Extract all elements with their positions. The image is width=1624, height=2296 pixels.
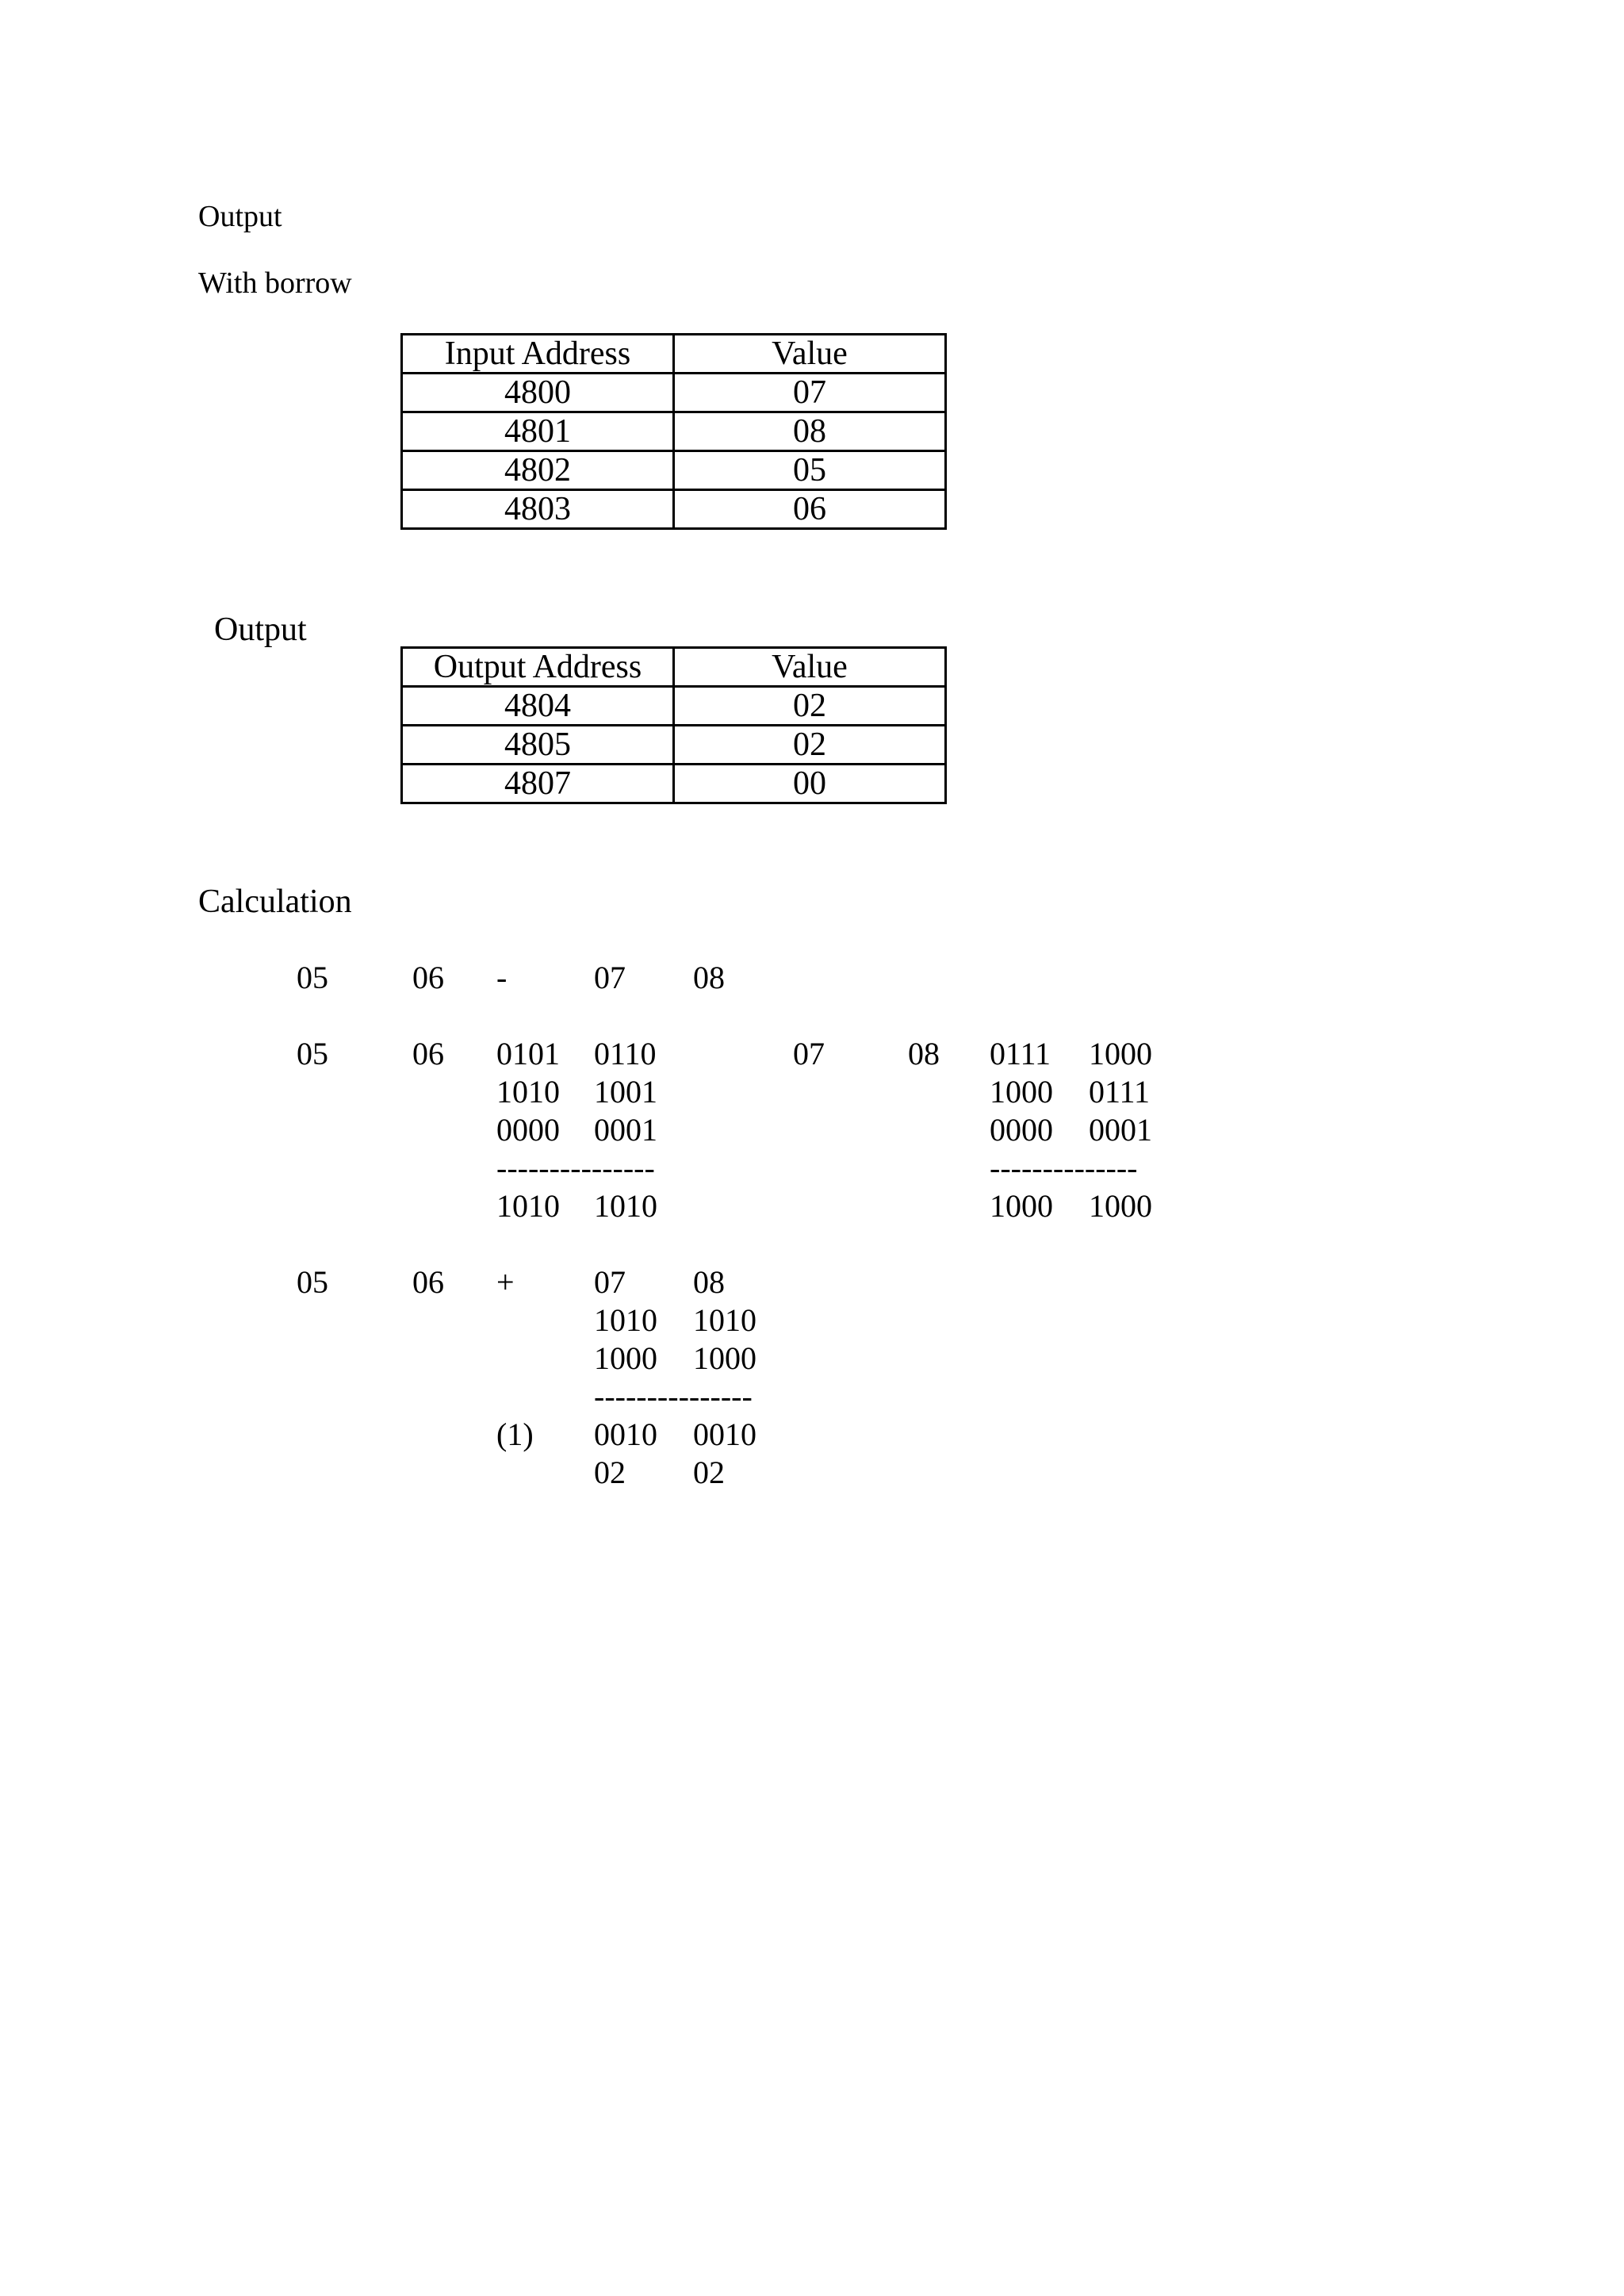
calc-operator: - <box>496 960 508 995</box>
table-cell: 4804 <box>402 687 674 726</box>
calc-value: 08 <box>908 1036 940 1071</box>
calc-value: 05 <box>297 1264 328 1300</box>
calc-binary: 1000 <box>1089 1036 1152 1071</box>
calc-value: 08 <box>693 960 725 995</box>
table-cell: 06 <box>674 490 946 529</box>
calc-divider: --------------- <box>594 1378 753 1414</box>
calc-value: 06 <box>412 1264 444 1300</box>
calc-binary: 0111 <box>990 1036 1051 1071</box>
table-cell: 02 <box>674 687 946 726</box>
calc-binary: 0101 <box>496 1036 560 1071</box>
table-cell: 05 <box>674 451 946 490</box>
calc-binary: 1010 <box>594 1302 657 1338</box>
table-row <box>402 687 946 726</box>
input-table <box>400 333 947 530</box>
calc-binary: 1000 <box>693 1340 756 1376</box>
heading-with-borrow: With borrow <box>198 266 352 300</box>
calc-binary: 1010 <box>693 1302 756 1338</box>
calc-binary: 1010 <box>496 1074 560 1110</box>
calc-binary: 1000 <box>990 1074 1053 1110</box>
calc-binary: 0010 <box>693 1416 756 1452</box>
calc-divider: -------------- <box>990 1150 1138 1186</box>
calc-binary: 1000 <box>990 1188 1053 1224</box>
calc-binary: 1000 <box>594 1340 657 1376</box>
calc-binary: 1000 <box>1089 1188 1152 1224</box>
heading-output-2: Output <box>214 611 307 648</box>
table-cell: 02 <box>674 726 946 765</box>
calc-value: 05 <box>297 960 328 995</box>
calc-operator: + <box>496 1264 515 1300</box>
calc-binary: 0001 <box>1089 1112 1152 1148</box>
table-row <box>402 490 946 529</box>
calc-value: 08 <box>693 1264 725 1300</box>
calc-binary: 0111 <box>1089 1074 1151 1110</box>
table-header-cell: Value <box>674 648 946 687</box>
table-row <box>402 726 946 765</box>
calc-value: 07 <box>594 1264 626 1300</box>
table-row <box>402 451 946 490</box>
table-header-cell: Output Address <box>402 648 674 687</box>
calc-binary: 0000 <box>990 1112 1053 1148</box>
table-cell: 4807 <box>402 765 674 803</box>
table-header-row <box>402 335 946 374</box>
table-cell: 4801 <box>402 412 674 451</box>
calc-binary: 1001 <box>594 1074 657 1110</box>
calc-value: 06 <box>412 1036 444 1071</box>
calc-binary: 0001 <box>594 1112 657 1148</box>
calc-binary: 0000 <box>496 1112 560 1148</box>
heading-calculation: Calculation <box>198 884 352 920</box>
table-header-row <box>402 648 946 687</box>
table-cell: 4800 <box>402 374 674 412</box>
calc-value: 05 <box>297 1036 328 1071</box>
calc-binary: 0010 <box>594 1416 657 1452</box>
table-cell: 08 <box>674 412 946 451</box>
heading-output: Output <box>198 200 282 233</box>
calc-value: 07 <box>594 960 626 995</box>
table-row <box>402 412 946 451</box>
table-cell: 07 <box>674 374 946 412</box>
table-cell: 4805 <box>402 726 674 765</box>
table-row <box>402 765 946 803</box>
calc-value: 06 <box>412 960 444 995</box>
calc-carry: (1) <box>496 1416 534 1452</box>
table-cell: 4802 <box>402 451 674 490</box>
calc-binary: 0110 <box>594 1036 657 1071</box>
calc-binary: 1010 <box>496 1188 560 1224</box>
calc-value: 02 <box>693 1455 725 1490</box>
calc-value: 02 <box>594 1455 626 1490</box>
table-row <box>402 374 946 412</box>
output-table <box>400 646 947 804</box>
table-cell: 00 <box>674 765 946 803</box>
table-cell: 4803 <box>402 490 674 529</box>
table-header-cell: Input Address <box>402 335 674 374</box>
calc-binary: 1010 <box>594 1188 657 1224</box>
calc-divider: --------------- <box>496 1150 655 1186</box>
table-header-cell: Value <box>674 335 946 374</box>
calc-value: 07 <box>793 1036 825 1071</box>
